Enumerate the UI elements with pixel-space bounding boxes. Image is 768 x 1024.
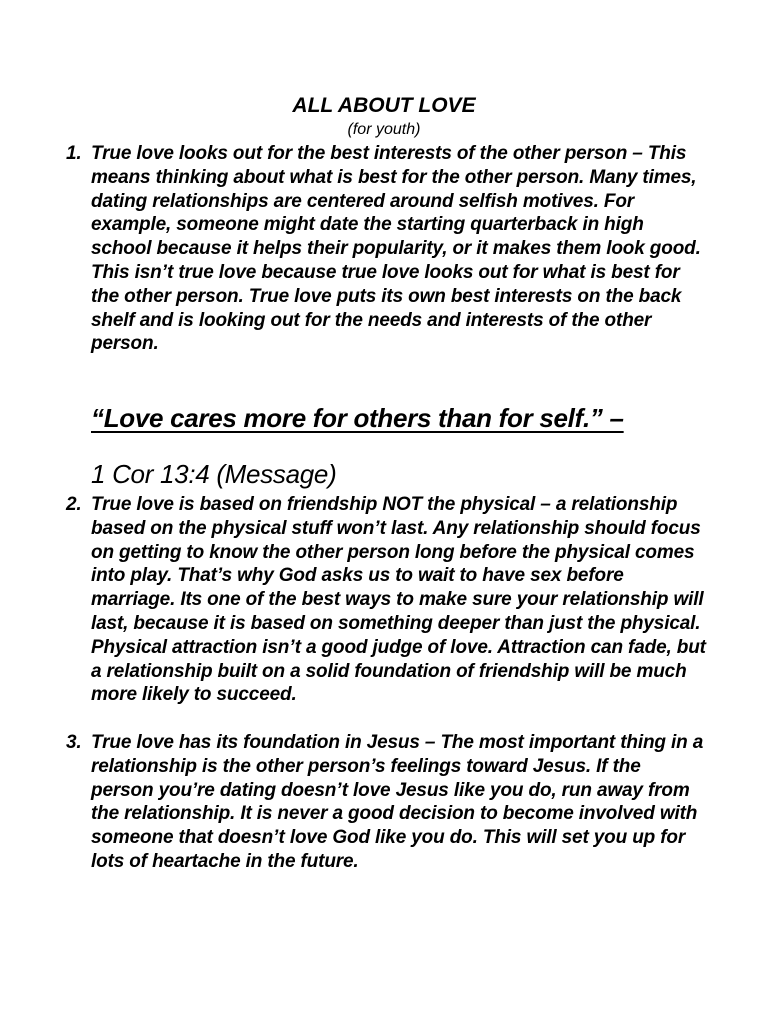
list-item-2	[66, 493, 706, 707]
document-subtitle: (for youth)	[347, 121, 421, 138]
scripture-quote	[91, 403, 731, 433]
list-item-text: True love is based on friendship NOT the physical – a relationship based on the physical stuff won’t last. Any relationship should focus on getting to know the other person long before the physical comes into play. That’s why God asks us to wait to have sex before marriage. Its one of the best ways to make sure your relationship will last, because it is based on something deeper than just the physical. Physical attraction isn’t a good judge of love. Attraction can fade, but a relationship built on a solid foundation of friendship will be much more likely to succeed.	[91, 494, 706, 706]
list-item-number: 2.	[66, 494, 82, 515]
document-title: ALL ABOUT LOVE	[292, 94, 476, 117]
quote-text: “Love cares more for others than for self.” –	[91, 403, 624, 433]
scripture-reference: 1 Cor 13:4 (Message)	[91, 459, 337, 489]
list-item-number: 3.	[66, 732, 82, 753]
list-item-text: True love has its foundation in Jesus – The most important thing in a relationship is the other person’s feelings toward Jesus. If the person you’re dating doesn’t love Jesus like you do, run away from the relationship. It is never a good decision to become involved with someone that doesn’t love God like you do. This will set you up for lots of heartache in the future.	[91, 732, 704, 872]
list-item-1	[66, 142, 706, 356]
list-item-text: True love looks out for the best interests of the other person – This means thinking about what is best for the other person. Many times, dating relationships are centered around selfish motives. For example, someone might date the starting quarterback in high school because it helps their popularity, or it makes them look good. This isn’t true love because true love looks out for what is best for the other person. True love puts its own best interests on the back shelf and is looking out for the needs and interests of the other person.	[91, 143, 701, 355]
list-item-3	[66, 731, 706, 874]
list-item-number: 1.	[66, 143, 82, 164]
